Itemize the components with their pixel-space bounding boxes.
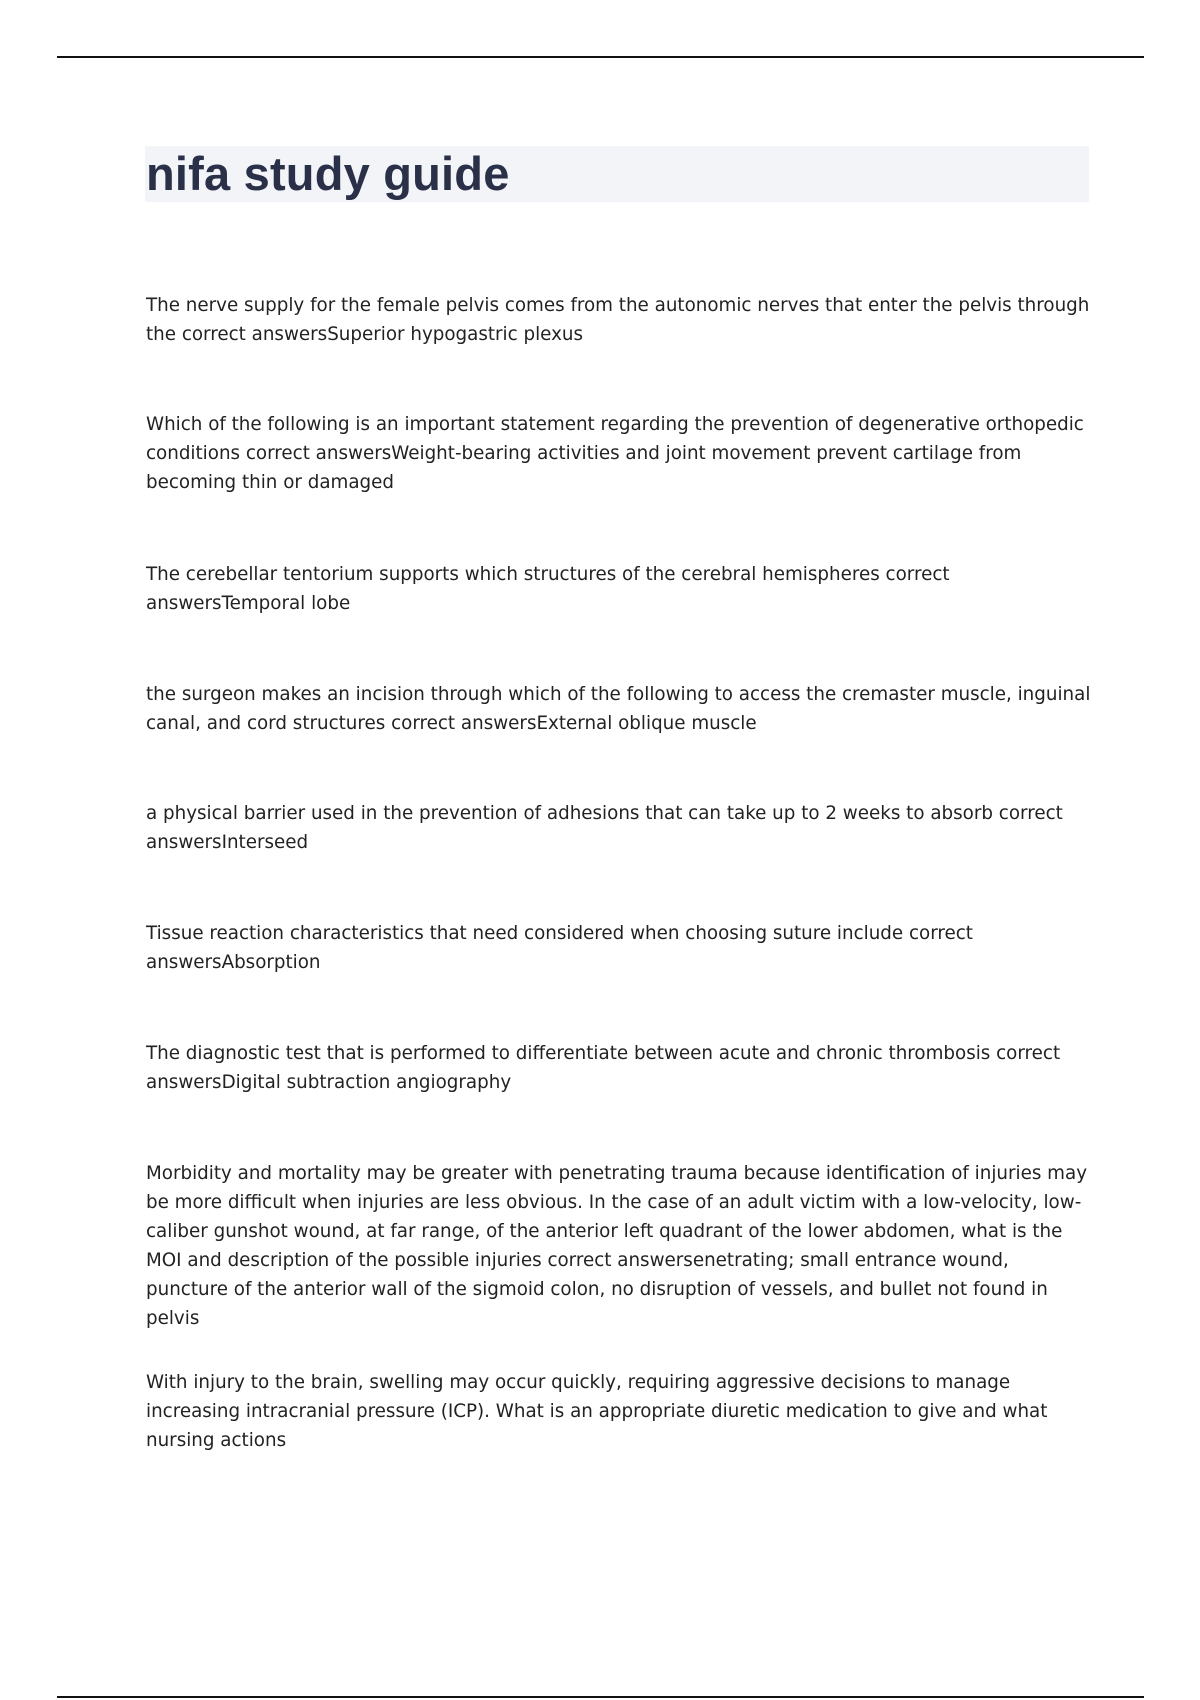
answer-text: Interseed: [221, 832, 309, 853]
qa-item-8: [146, 1159, 1091, 1333]
question-text: The nerve supply for the female pelvis comes from the autonomic nerves that enter the pelvis through the correct answers: [146, 295, 1090, 345]
question-text: Which of the following is an important statement regarding the prevention of degenerative orthopedic conditions correct answers: [146, 414, 1084, 464]
question-text: a physical barrier used in the prevention of adhesions that can take up to 2 weeks to absorb correct answers: [146, 803, 1063, 853]
answer-text: Absorption: [221, 952, 321, 973]
answer-text: Digital subtraction angiography: [221, 1072, 512, 1093]
qa-item-1: [146, 291, 1091, 349]
question-text: The cerebellar tentorium supports which structures of the cerebral hemispheres correct answers: [146, 564, 950, 614]
qa-item-5: [146, 799, 1091, 857]
answer-text: Temporal lobe: [221, 593, 351, 614]
qa-item-7: [146, 1039, 1091, 1097]
qa-item-3: [146, 560, 1091, 618]
header-rule: [57, 56, 1144, 58]
qa-item-6: [146, 919, 1091, 977]
qa-item-2: [146, 410, 1091, 497]
answer-text: Superior hypogastric plexus: [327, 324, 584, 345]
question-text: Morbidity and mortality may be greater with penetrating trauma because identification of injuries may be more difficult when injuries are less obvious. In the case of an adult victim with a low-velocity, low-caliber gunshot wound, at far range, of the anterior left quadrant of the lower abdomen, what is the MOI and description of the possible injuries correct answers: [146, 1163, 1088, 1271]
document-title: nifa study guide: [146, 147, 510, 200]
answer-text: enetrating; small entrance wound, puncture of the anterior wall of the sigmoid colon, no disruption of vessels, and bullet not found in pelvis: [146, 1250, 1048, 1329]
question-text: With injury to the brain, swelling may occur quickly, requiring aggressive decisions to manage increasing intracranial pressure (ICP). What is an appropriate diuretic medication to give and what nursing actions: [146, 1372, 1048, 1451]
question-text: The diagnostic test that is performed to differentiate between acute and chronic thrombosis correct answers: [146, 1043, 1061, 1093]
answer-text: External oblique muscle: [536, 713, 757, 734]
footer-rule: [57, 1696, 1144, 1698]
answer-text: Weight-bearing activities and joint movement prevent cartilage from becoming thin or damaged: [146, 443, 1022, 493]
question-text: Tissue reaction characteristics that need considered when choosing suture include correct answers: [146, 923, 973, 973]
qa-item-4: [146, 680, 1091, 738]
qa-item-9: [146, 1368, 1091, 1455]
question-text: the surgeon makes an incision through which of the following to access the cremaster muscle, inguinal canal, and cord structures correct answers: [146, 684, 1091, 734]
